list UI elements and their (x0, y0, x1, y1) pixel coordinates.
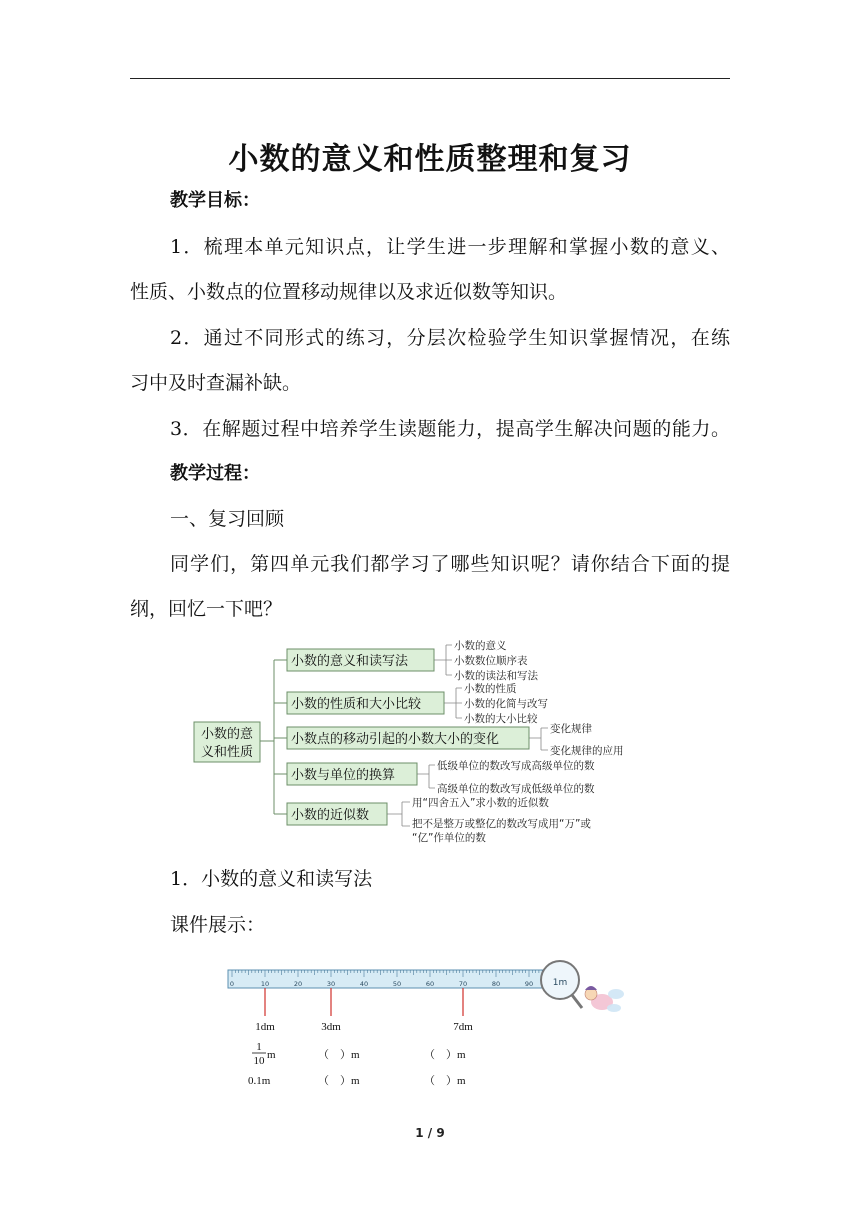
branch-label-2: 小数的性质和大小比较 (291, 697, 422, 712)
leaf-4-2: 高级单位的数改写成低级单位的数 (437, 783, 595, 795)
objective-1-line-2: 性质、小数点的位置移动规律以及求近似数等知识。 (130, 281, 568, 303)
objectives-heading: 教学目标： (170, 190, 260, 211)
objective-2-line-1: 2．通过不同形式的练习，分层次检验学生知识掌握情况，在练 (170, 327, 730, 349)
page-number: 1 / 9 (415, 1126, 445, 1140)
root-label-line-1: 小数的意 (200, 727, 254, 742)
leaf-4-1: 低级单位的数改写成高级单位的数 (437, 760, 595, 772)
fraction-numerator: 1 (256, 1041, 262, 1053)
objective-3: 3．在解题过程中培养学生读题能力，提高学生解决问题的能力。 (170, 418, 730, 440)
ruler-tick-label: 80 (491, 980, 501, 988)
mark-label-1dm: 1dm (255, 1021, 275, 1033)
ruler-tick-label: 50 (392, 980, 402, 988)
fraction-denominator: 10 (253, 1055, 265, 1067)
leaf-3-1: 变化规律 (550, 723, 592, 735)
courseware-label: 课件展示： (170, 914, 266, 936)
leaf-2-3: 小数的大小比较 (464, 713, 538, 725)
branch-label-3: 小数点的移动引起的小数大小的变化 (291, 732, 500, 747)
decimal-0-1m: 0.1m (248, 1075, 271, 1087)
ruler-tick-label: 40 (359, 980, 369, 988)
leaf-5-3: “亿”作单位的数 (412, 832, 486, 844)
ruler-tick-label: 60 (425, 980, 435, 988)
ruler-tick-label: 70 (458, 980, 468, 988)
branch-label-1: 小数的意义和读写法 (291, 654, 409, 669)
header-rule (130, 78, 730, 79)
branch-label-5: 小数的近似数 (291, 808, 370, 823)
leaf-2-1: 小数的性质 (464, 683, 517, 695)
ruler-tick-label: 0 (229, 980, 235, 988)
leaf-1-1: 小数的意义 (454, 640, 507, 652)
ruler-tick-label: 10 (260, 980, 270, 988)
section-1-heading: 一、复习回顾 (170, 508, 285, 530)
ruler-tick-label: 30 (326, 980, 336, 988)
leaf-1-3: 小数的读法和写法 (454, 670, 538, 682)
ruler-tick-label: 20 (293, 980, 303, 988)
ruler-tick-label: 90 (524, 980, 534, 988)
leaf-1-2: 小数数位顺序表 (454, 655, 528, 667)
fraction-unit: m (267, 1049, 276, 1061)
objective-1-line-1: 1．梳理本单元知识点，让学生进一步理解和掌握小数的意义、 (170, 236, 730, 258)
meter-ruler-figure (220, 958, 640, 1093)
branch-label-4: 小数与单位的换算 (291, 768, 396, 783)
mark-label-7dm: 7dm (453, 1021, 473, 1033)
blank-3dm-decimal: （ ）m (318, 1075, 360, 1087)
process-heading: 教学过程： (170, 463, 260, 484)
blank-7dm-fraction: （ ）m (424, 1049, 466, 1061)
knowledge-mindmap (190, 632, 660, 847)
mark-label-3dm: 3dm (321, 1021, 341, 1033)
cartoon-character-icon (585, 986, 624, 1012)
ruler-end-label: 1m (552, 978, 568, 988)
document-title: 小数的意义和性质整理和复习 (228, 142, 632, 177)
leaf-3-2: 变化规律的应用 (550, 745, 624, 757)
root-label-line-2: 义和性质 (200, 745, 254, 760)
intro-line-1: 同学们，第四单元我们都学习了哪些知识呢？请你结合下面的提 (170, 553, 730, 575)
leaf-5-2: 把不是整万或整亿的数改写成用“万”或 (412, 818, 591, 830)
subsection-1-heading: 1．小数的意义和读写法 (170, 868, 373, 890)
leaf-5-1: 用“四舍五入”求小数的近似数 (412, 797, 549, 809)
objective-2-line-2: 习中及时查漏补缺。 (130, 372, 302, 394)
leaf-2-2: 小数的化简与改写 (464, 698, 548, 710)
blank-3dm-fraction: （ ）m (318, 1049, 360, 1061)
blank-7dm-decimal: （ ）m (424, 1075, 466, 1087)
intro-line-2: 纲，回忆一下吧？ (130, 598, 283, 620)
